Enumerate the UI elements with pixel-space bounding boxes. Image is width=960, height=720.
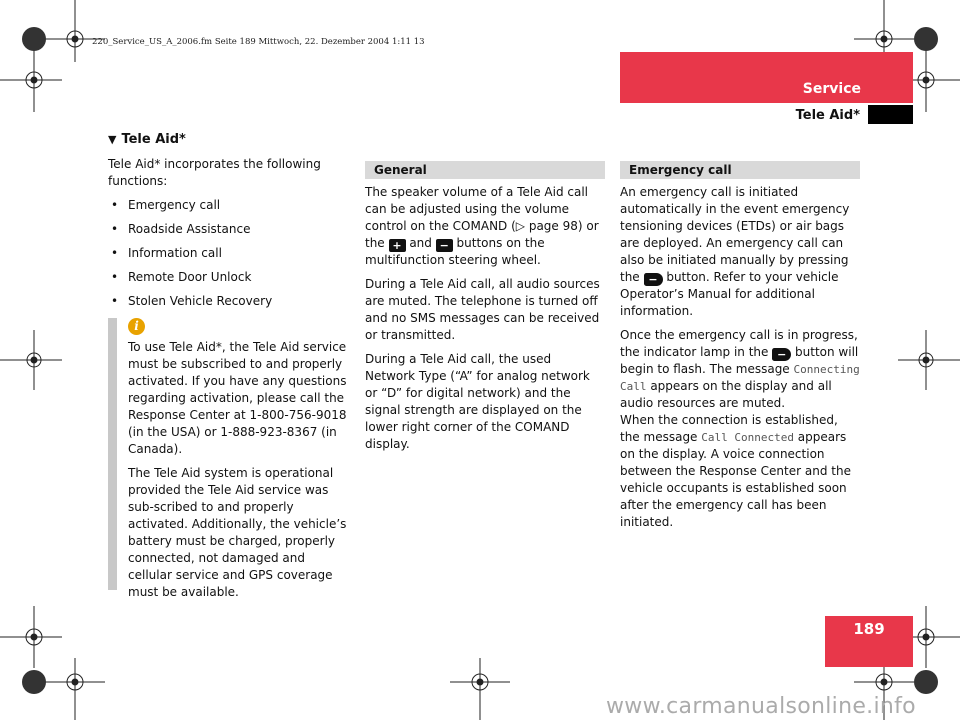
emergency-paragraph-1: An emergency call is initiated automatically in the event emergency tensioning devices (ETDs) or air bags are deployed. An emergency call can also be initiated manually by pressing the − button. Refer to your vehicle Operator’s Manual for additional information. [620, 185, 850, 318]
page-number-tab [825, 616, 913, 667]
bullet-icon: • [111, 246, 119, 260]
minus-button-icon: − [436, 239, 453, 252]
bullet-icon: • [111, 294, 119, 308]
list-item: • Stolen Vehicle Recovery [111, 294, 273, 308]
general-paragraph-1: The speaker volume of a Tele Aid call can be adjusted using the volume control on the COMAND (▷ page 98) or the + and − buttons on the multifunction steering wheel. [365, 185, 599, 267]
list-item: • Information call [111, 246, 222, 260]
bullet-icon: • [111, 270, 119, 284]
emergency-paragraph-3: When the connection is established, the message Call Connected appears on the display. A voice connection between the Response Center and the vehicle occupants is established soon after the emergency call has been initiated. [620, 413, 851, 529]
section-general [365, 161, 605, 460]
file-info-line: 220_Service_US_A_2006.fm Seite 189 Mittwoch, 22. Dezember 2004 1:11 13 [92, 37, 425, 47]
display-message-connecting: Connecting Call [620, 363, 860, 393]
thumb-tab [868, 105, 913, 124]
sos-button-icon: − [644, 273, 663, 286]
page-ref-arrow-icon: ▷ [515, 219, 526, 233]
note-content [128, 318, 348, 608]
info-note [108, 318, 348, 599]
note-paragraph-2: The Tele Aid system is operational provided the Tele Aid service was sub-scribed to and properly activated. Additionally, the vehicle’s battery must be charged, properly connected, not damaged and cellular service and GPS coverage must be available. [128, 466, 347, 599]
section-title: Service [802, 81, 861, 97]
list-item: • Roadside Assistance [111, 222, 251, 236]
function-list [108, 197, 343, 310]
note-side-bar [108, 318, 117, 590]
note-paragraph-1: To use Tele Aid*, the Tele Aid service must be subscribed to and properly activated. If you have any questions regarding activation, please call the Response Center at 1-800-756-9018 (in the USA) or 1-888-923-8367 (in Canada). [128, 340, 347, 456]
sos-button-icon: − [772, 348, 791, 361]
info-icon: i [128, 318, 145, 335]
subsection-title: Tele Aid* [795, 108, 860, 123]
general-paragraph-3: During a Tele Aid call, the used Network Type (“A” for analog network or “D” for digital network) and the signal strength are displayed on the lower right corner of the COMAND display. [365, 352, 590, 451]
general-paragraph-2: During a Tele Aid call, all audio sources are muted. The telephone is turned off and no SMS messages can be received or transmitted. [365, 277, 600, 342]
column-intro [108, 156, 343, 317]
display-message-connected: Call Connected [701, 431, 794, 444]
heading-triangle-icon: ▼ [108, 133, 117, 146]
bullet-icon: • [111, 222, 119, 236]
section-emergency-call [620, 161, 860, 538]
bullet-icon: • [111, 198, 119, 212]
intro-text: Tele Aid* incorporates the following functions: [108, 157, 321, 188]
page-number: 189 [853, 620, 885, 638]
general-header: General [365, 161, 605, 179]
section-tab [620, 52, 913, 103]
watermark: www.carmanualsonline.info [606, 694, 916, 719]
list-item: • Remote Door Unlock [111, 270, 252, 284]
heading-text: Tele Aid* [121, 132, 186, 147]
page-heading [108, 132, 186, 147]
emergency-paragraph-2: Once the emergency call is in progress, the indicator lamp in the − button will begin to flash. The message Connecting Call appears on the display and all audio resources are muted. [620, 328, 860, 410]
emergency-header: Emergency call [620, 161, 860, 179]
list-item: • Emergency call [111, 198, 221, 212]
plus-button-icon: + [389, 239, 406, 252]
